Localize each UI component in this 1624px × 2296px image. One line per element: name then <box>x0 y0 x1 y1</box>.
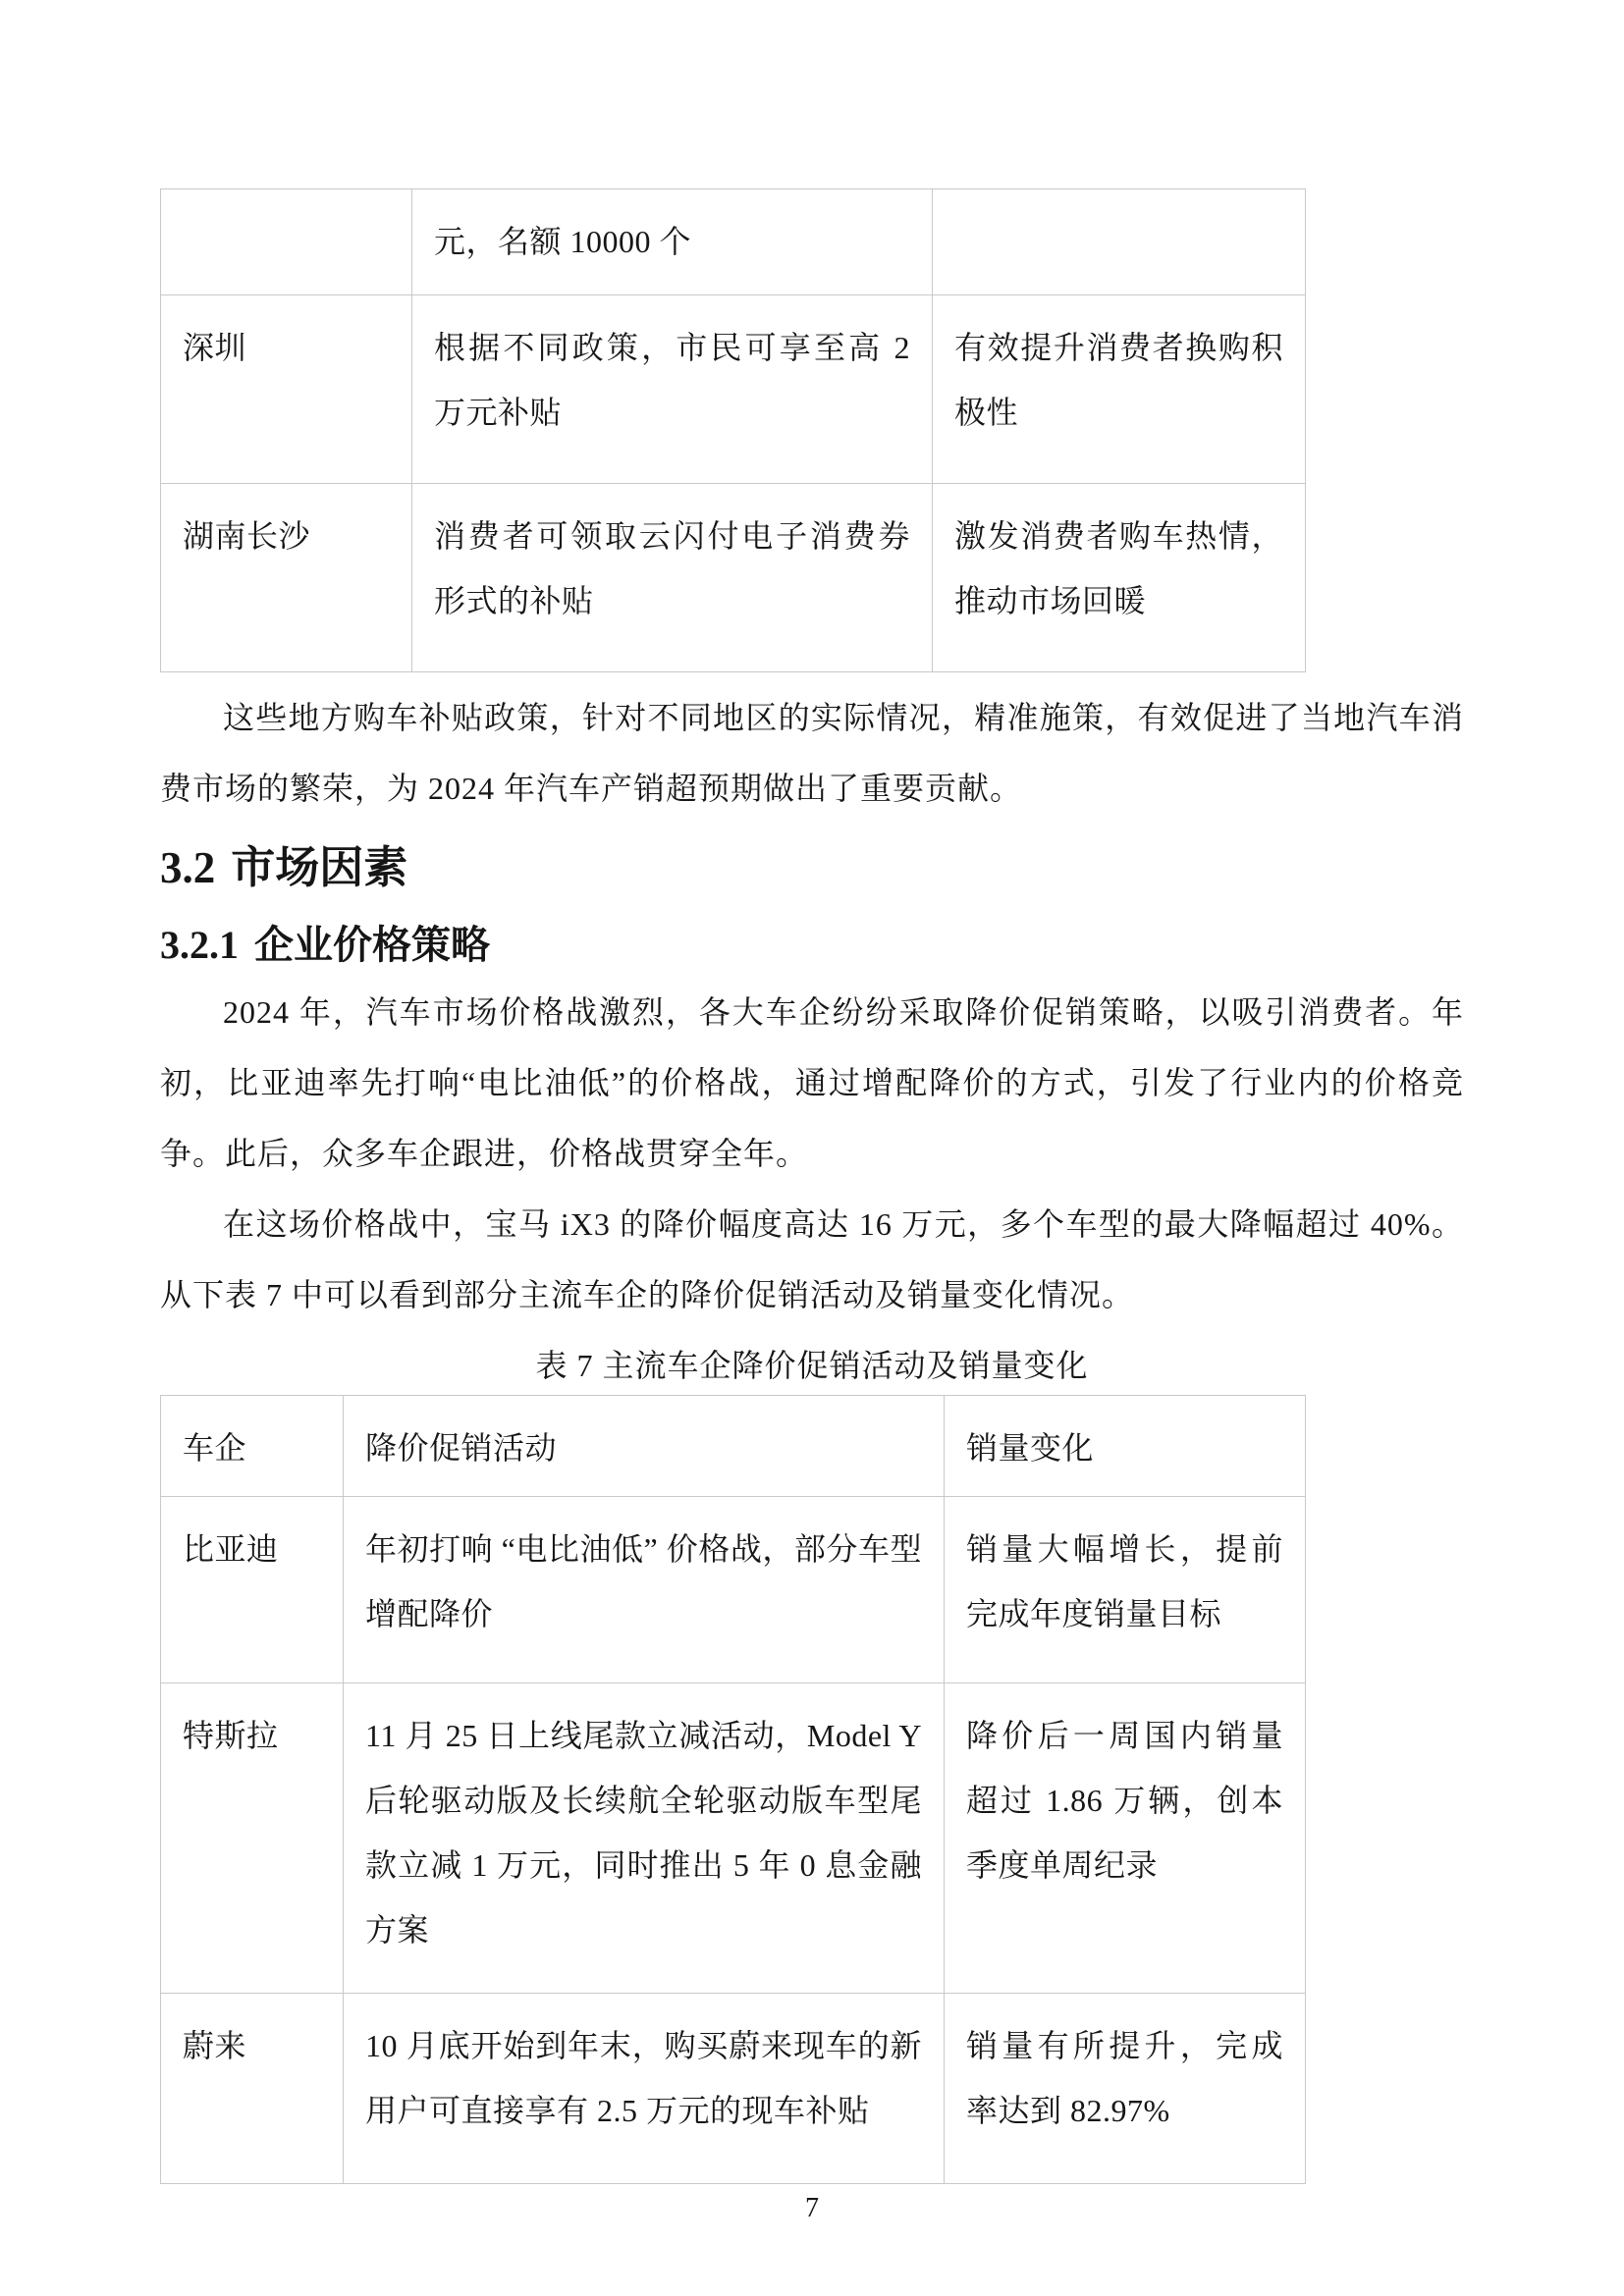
table-row <box>161 484 1306 672</box>
paragraph-price-war-intro: 2024 年，汽车市场价格战激烈，各大车企纷纷采取降价促销策略，以吸引消费者。年初，比亚迪率先打响“电比油低”的价格战，通过增配降价的方式，引发了行业内的价格竞争。此后，众多车企跟进，价格战贯穿全年。 <box>160 994 1464 1171</box>
table-row <box>161 189 1306 295</box>
table-row <box>161 1683 1306 1994</box>
table-cell-sales-change: 销量有所提升，完成率达到 82.97% <box>945 1994 1306 2184</box>
subsection-title: 企业价格策略 <box>254 924 490 967</box>
table-cell-company: 特斯拉 <box>161 1683 344 1994</box>
table-row <box>161 1994 1306 2184</box>
table-row <box>161 295 1306 484</box>
table-cell-policy: 元，名额 10000 个 <box>412 189 933 295</box>
table-cell-region: 湖南长沙 <box>161 484 412 672</box>
table-cell-effect <box>933 189 1306 295</box>
table-cell-promotion: 11 月 25 日上线尾款立减活动，Model Y 后轮驱动版及长续航全轮驱动版车型尾款立减 1 万元，同时推出 5 年 0 息金融方案 <box>344 1683 945 1994</box>
table-cell-promotion: 年初打响 “电比油低” 价格战，部分车型增配降价 <box>344 1497 945 1683</box>
table-cell-policy: 消费者可领取云闪付电子消费券形式的补贴 <box>412 484 933 672</box>
section-title: 市场因素 <box>231 842 408 892</box>
column-header-sales-change: 销量变化 <box>945 1396 1306 1497</box>
section-number: 3.2 <box>160 843 216 892</box>
table-cell-promotion: 10 月底开始到年末，购买蔚来现车的新用户可直接享有 2.5 万元的现车补贴 <box>344 1994 945 2184</box>
paragraph-price-war-detail: 在这场价格战中，宝马 iX3 的降价幅度高达 16 万元，多个车型的最大降幅超过 40%。从下表 7 中可以看到部分主流车企的降价促销活动及销量变化情况。 <box>160 1206 1464 1312</box>
subsection-number: 3.2.1 <box>160 923 239 967</box>
table-row <box>161 1497 1306 1683</box>
table-cell-sales-change: 销量大幅增长，提前完成年度销量目标 <box>945 1497 1306 1683</box>
section-heading <box>160 841 1464 894</box>
table-cell-policy: 根据不同政策，市民可享至高 2 万元补贴 <box>412 295 933 484</box>
subsidy-policy-table <box>160 188 1306 672</box>
table-header-row <box>161 1396 1306 1497</box>
table-cell-effect: 激发消费者购车热情，推动市场回暖 <box>933 484 1306 672</box>
column-header-promotion: 降价促销活动 <box>344 1396 945 1497</box>
table-cell-company: 比亚迪 <box>161 1497 344 1683</box>
table-cell-region: 深圳 <box>161 295 412 484</box>
column-header-company: 车企 <box>161 1396 344 1497</box>
promotion-sales-table <box>160 1395 1306 2184</box>
paragraph-subsidy-summary: 这些地方购车补贴政策，针对不同地区的实际情况，精准施策，有效促进了当地汽车消费市场的繁荣，为 2024 年汽车产销超预期做出了重要贡献。 <box>160 700 1464 806</box>
table-cell-company: 蔚来 <box>161 1994 344 2184</box>
table7-caption: 表 7 主流车企降价促销活动及销量变化 <box>535 1348 1089 1383</box>
subsection-heading <box>160 922 1464 969</box>
table-cell-sales-change: 降价后一周国内销量超过 1.86 万辆，创本季度单周纪录 <box>945 1683 1306 1994</box>
table-cell-region <box>161 189 412 295</box>
table-cell-effect: 有效提升消费者换购积极性 <box>933 295 1306 484</box>
page-number: 7 <box>805 2193 819 2223</box>
